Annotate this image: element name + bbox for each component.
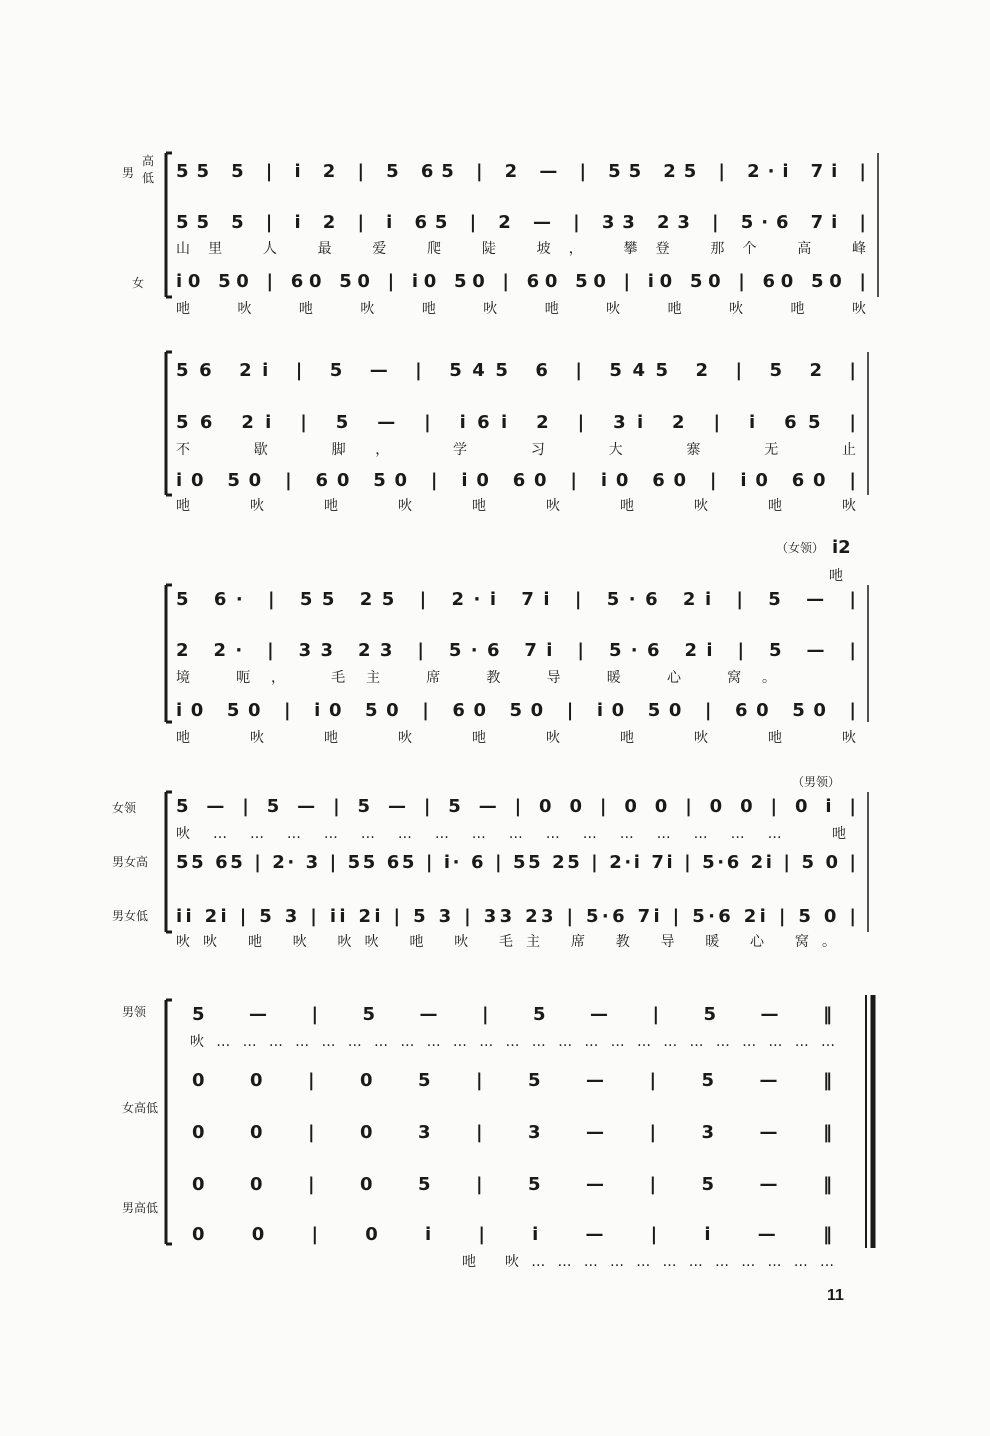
system-4 xyxy=(112,774,868,950)
system-3 xyxy=(166,537,868,746)
notation-row: 0 0 | 0 3 | 3 — | 3 — ‖ xyxy=(192,1122,833,1143)
system-bracket xyxy=(166,153,172,297)
part-label: 男高低 xyxy=(122,1201,159,1215)
lead-label: （女领） xyxy=(776,541,825,555)
notation-row: i0 50 | 60 50 | i0 50 | 60 50 | i0 50 | 60 50 | xyxy=(176,271,867,292)
notation-row: 56 2i | 5 — | 545 6 | 545 2 | 5 2 | xyxy=(176,360,857,381)
system-1 xyxy=(122,153,878,317)
notation-row: 56 2i | 5 — | i6i 2 | 3i 2 | i 65 | xyxy=(176,412,856,433)
part-label: 女领 xyxy=(112,801,137,815)
part-label: 男 xyxy=(122,166,135,180)
system-5 xyxy=(122,995,873,1270)
part-label: 女高低 xyxy=(122,1101,159,1115)
lead-lyric: 吔 xyxy=(829,568,843,584)
notation-row: 2 2· | 33 23 | 5·6 7i | 5·6 2i | 5 — | xyxy=(176,640,856,661)
part-label: 低 xyxy=(142,171,155,185)
system-bracket xyxy=(166,352,172,495)
notation-row: i0 50 | i0 50 | 60 50 | i0 50 | 60 50 | xyxy=(176,700,856,721)
lyric-line: 吔 吙 吔 吙 吔 吙 吔 吙 吔 吙 xyxy=(176,730,856,746)
lyric-line: 吙………………………………………… 吔 xyxy=(176,826,846,842)
lyric-line: 境 呃， 毛主 席 教 导 暖 心 窝。 xyxy=(176,670,776,686)
page-number: 11 xyxy=(827,1287,844,1304)
lyric-line: 吙吙 吔 吙 吙吙 吔 吙 毛主 席 教 导 暖 心 窝。 xyxy=(176,934,836,950)
notation-row: 0 0 | 0 5 | 5 — | 5 — ‖ xyxy=(192,1174,833,1195)
part-label: 男女低 xyxy=(112,909,149,923)
notation-row: 5 — | 5 — | 5 — | 5 — | 0 0 | 0 0 | 0 0 | 0 i | xyxy=(176,796,856,817)
notation-row: 0 0 | 0 i | i — | i — ‖ xyxy=(192,1224,833,1245)
lyric-line: 吔 吙……………………………… xyxy=(462,1254,834,1270)
lyric-line: 不 歇 脚， 学 习 大 寨 无 止 xyxy=(176,442,857,458)
lead-notes: i2 xyxy=(832,537,851,558)
system-bracket xyxy=(166,1000,172,1244)
lyric-line: 吔 吙 吔 吙 吔 吙 吔 吙 吔 吙 xyxy=(176,498,856,514)
lyric-line: 吙……………………………………………………………… xyxy=(190,1034,835,1050)
part-label: 高 xyxy=(142,154,155,168)
notation-row: 5 6· | 55 25 | 2·i 7i | 5·6 2i | 5 — | xyxy=(176,589,856,610)
part-label: 男领 xyxy=(122,1005,147,1019)
system-2 xyxy=(166,352,868,514)
notation-row: i0 50 | 60 50 | i0 60 | i0 60 | i0 60 | xyxy=(176,470,856,491)
system-bracket xyxy=(166,792,172,932)
part-label: 女 xyxy=(132,276,145,290)
notation-row: 55 5 | i 2 | i 65 | 2 — | 33 23 | 5·6 7i | xyxy=(176,212,867,233)
part-label: 男女高 xyxy=(112,855,149,869)
notation-row: 5 — | 5 — | 5 — | 5 — ‖ xyxy=(192,1004,833,1025)
lyric-line: 吔 吙 吔 吙 吔 吙 吔 吙 吔 吙 吔 吙 xyxy=(176,301,866,317)
notation-row: 55 5 | i 2 | 5 65 | 2 — | 55 25 | 2·i 7i | xyxy=(176,161,867,182)
notation-row: ii 2i | 5 3 | ii 2i | 5 3 | 33 23 | 5·6 7i | 5·6 2i | 5 0 | xyxy=(176,906,856,927)
notation-row: 0 0 | 0 5 | 5 — | 5 — ‖ xyxy=(192,1070,833,1091)
system-bracket xyxy=(166,585,172,722)
lyric-line: 山里 人 最 爱 爬 陡 坡， 攀登 那个 高 峰 xyxy=(176,241,866,257)
notation-row: 55 65 | 2· 3 | 55 65 | i· 6 | 55 25 | 2·i 7i | 5·6 2i | 5 0 | xyxy=(176,852,856,873)
lead-label: （男领） xyxy=(792,775,841,789)
